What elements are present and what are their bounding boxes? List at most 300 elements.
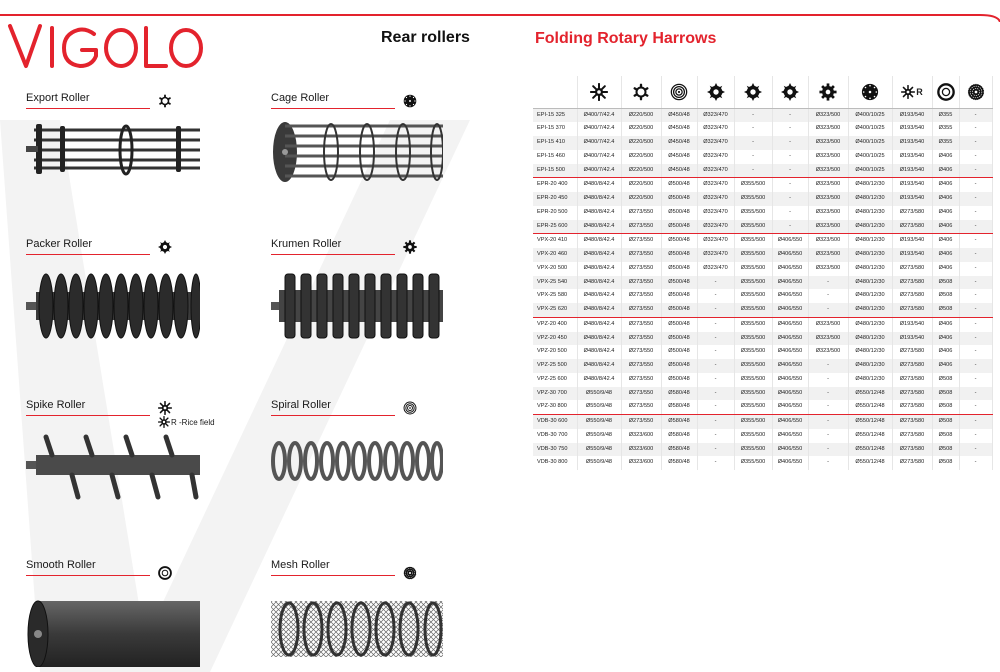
table-row — [533, 234, 992, 248]
spec-cell: Ø400/10/25 — [848, 108, 892, 122]
spec-cell: Ø500/48 — [661, 345, 697, 359]
spec-cell: Ø400/7/42.4 — [577, 136, 621, 150]
spec-cell: - — [697, 317, 734, 331]
spec-cell: - — [734, 150, 772, 164]
spec-cell: Ø550/12/48 — [848, 400, 892, 414]
col-header — [932, 76, 959, 108]
spec-cell: - — [959, 192, 992, 206]
page-subtitle: Folding Rotary Harrows — [535, 30, 717, 47]
smooth-roller-icon — [158, 566, 172, 580]
spec-cell: - — [808, 359, 848, 373]
spec-cell: - — [959, 234, 992, 248]
spec-cell: Ø550/12/48 — [848, 456, 892, 470]
spec-cell: Ø323/500 — [808, 136, 848, 150]
spec-cell: - — [959, 400, 992, 414]
spec-cell: - — [959, 317, 992, 331]
spec-cell: Ø323/470 — [697, 122, 734, 136]
spec-cell: - — [959, 262, 992, 276]
spec-cell: Ø406/550 — [772, 359, 808, 373]
page-title: Rear rollers — [381, 29, 470, 46]
spec-cell: Ø406/550 — [772, 262, 808, 276]
spec-cell: Ø355/500 — [734, 415, 772, 429]
spec-cell: Ø273/580 — [892, 303, 932, 317]
spec-cell: Ø400/10/25 — [848, 164, 892, 178]
roller-underline — [26, 108, 150, 109]
spec-cell: Ø580/48 — [661, 443, 697, 457]
spec-cell: Ø500/48 — [661, 220, 697, 234]
spec-cell: Ø273/580 — [892, 206, 932, 220]
spec-cell: Ø273/580 — [892, 415, 932, 429]
spec-cell: Ø580/48 — [661, 456, 697, 470]
spec-cell: Ø323/500 — [808, 164, 848, 178]
spec-cell: Ø220/500 — [621, 192, 661, 206]
spec-cell: Ø273/550 — [621, 373, 661, 387]
roller-underline — [271, 415, 395, 416]
table-row — [533, 108, 992, 122]
spec-cell: Ø450/48 — [661, 164, 697, 178]
spec-cell: - — [808, 303, 848, 317]
spec-cell: Ø406 — [932, 262, 959, 276]
spec-cell: Ø508 — [932, 429, 959, 443]
spec-cell: Ø273/550 — [621, 359, 661, 373]
spec-cell: Ø550/9/48 — [577, 387, 621, 401]
packer-roller-icon — [781, 83, 799, 101]
spec-cell: Ø450/48 — [661, 122, 697, 136]
spec-cell: Ø355/500 — [734, 234, 772, 248]
spec-cell: Ø550/12/48 — [848, 429, 892, 443]
table-row — [533, 122, 992, 136]
spec-cell: Ø355/500 — [734, 289, 772, 303]
table-row — [533, 248, 992, 262]
spec-cell: Ø508 — [932, 400, 959, 414]
spec-cell: Ø193/540 — [892, 234, 932, 248]
spec-cell: Ø323/600 — [621, 456, 661, 470]
spec-cell: Ø480/12/30 — [848, 303, 892, 317]
spec-cell: Ø406 — [932, 345, 959, 359]
spec-cell: Ø220/500 — [621, 178, 661, 192]
krumen-roller-image — [271, 262, 443, 348]
spec-cell: Ø406/550 — [772, 276, 808, 290]
spec-cell: Ø220/500 — [621, 108, 661, 122]
spec-cell: Ø400/7/42.4 — [577, 122, 621, 136]
spec-cell: - — [772, 164, 808, 178]
spec-cell: Ø273/580 — [892, 400, 932, 414]
export-roller-icon — [632, 83, 650, 101]
model-cell: VDB-30 800 — [533, 456, 577, 470]
spec-cell: Ø480/8/42.4 — [577, 192, 621, 206]
spike-r-roller-icon — [901, 85, 915, 99]
spec-cell: - — [697, 456, 734, 470]
col-header — [697, 76, 734, 108]
roller-name: Mesh Roller — [271, 559, 330, 571]
krumen-roller-icon — [403, 240, 417, 254]
spec-cell: - — [959, 150, 992, 164]
table-row — [533, 136, 992, 150]
spec-cell: Ø406 — [932, 178, 959, 192]
spec-cell: Ø323/500 — [808, 345, 848, 359]
spec-cell: Ø323/500 — [808, 248, 848, 262]
col-header — [661, 76, 697, 108]
spec-cell: Ø323/500 — [808, 206, 848, 220]
spec-cell: Ø406/550 — [772, 317, 808, 331]
spec-cell: - — [772, 220, 808, 234]
spec-cell: - — [959, 276, 992, 290]
spec-cell: Ø355/500 — [734, 387, 772, 401]
spec-cell: Ø406 — [932, 192, 959, 206]
rice-field-label: R -Rice field — [171, 417, 215, 427]
spec-cell: Ø323/500 — [808, 220, 848, 234]
spec-cell: Ø400/7/42.4 — [577, 164, 621, 178]
mesh-roller-image — [271, 597, 443, 659]
spec-cell: Ø508 — [932, 289, 959, 303]
spec-cell: Ø400/7/42.4 — [577, 150, 621, 164]
spec-cell: Ø480/12/30 — [848, 289, 892, 303]
spec-cell: Ø580/48 — [661, 387, 697, 401]
spec-cell: Ø508 — [932, 456, 959, 470]
spec-cell: Ø355 — [932, 122, 959, 136]
table-row — [533, 317, 992, 331]
spec-cell: Ø220/500 — [621, 136, 661, 150]
spec-cell: - — [959, 178, 992, 192]
model-cell: VPX-20 410 — [533, 234, 577, 248]
spec-cell: Ø580/48 — [661, 415, 697, 429]
spec-cell: Ø355/500 — [734, 248, 772, 262]
spec-cell: Ø273/550 — [621, 234, 661, 248]
spec-cell: - — [734, 122, 772, 136]
spec-cell: - — [808, 276, 848, 290]
spec-cell: Ø480/8/42.4 — [577, 359, 621, 373]
table-row — [533, 332, 992, 346]
spec-cell: - — [697, 303, 734, 317]
spec-cell: - — [808, 415, 848, 429]
mesh-roller-icon — [967, 83, 985, 101]
spec-cell: Ø355/500 — [734, 443, 772, 457]
spec-cell: Ø500/48 — [661, 317, 697, 331]
spec-cell: Ø355/500 — [734, 262, 772, 276]
spec-cell: Ø480/8/42.4 — [577, 317, 621, 331]
spec-cell: Ø193/540 — [892, 164, 932, 178]
spiral-roller-image — [271, 437, 443, 485]
krumen-roller-icon — [819, 83, 837, 101]
spec-cell: Ø323/500 — [808, 122, 848, 136]
spec-cell: Ø550/9/48 — [577, 456, 621, 470]
packer-roller-icon — [744, 83, 762, 101]
spec-cell: Ø500/48 — [661, 332, 697, 346]
spec-cell: Ø193/540 — [892, 150, 932, 164]
spec-cell: Ø480/8/42.4 — [577, 332, 621, 346]
spec-cell: Ø400/7/42.4 — [577, 108, 621, 122]
spec-cell: - — [808, 443, 848, 457]
col-header — [848, 76, 892, 108]
spec-cell: Ø323/470 — [697, 234, 734, 248]
spec-cell: Ø193/540 — [892, 317, 932, 331]
spec-cell: Ø406/550 — [772, 234, 808, 248]
spec-cell: Ø355/500 — [734, 276, 772, 290]
spec-cell: - — [959, 206, 992, 220]
spec-cell: Ø220/500 — [621, 122, 661, 136]
table-row — [533, 387, 992, 401]
spec-cell: Ø323/470 — [697, 192, 734, 206]
roller-underline — [26, 415, 150, 416]
spec-cell: Ø355/500 — [734, 317, 772, 331]
spec-cell: Ø355/500 — [734, 373, 772, 387]
spec-cell: Ø480/8/42.4 — [577, 234, 621, 248]
r-label: R — [916, 86, 923, 97]
model-cell: EPI-15 460 — [533, 150, 577, 164]
spec-cell: Ø273/580 — [892, 220, 932, 234]
spec-cell: Ø508 — [932, 387, 959, 401]
roller-underline — [271, 108, 395, 109]
spec-cell: Ø273/550 — [621, 345, 661, 359]
spec-cell: Ø273/550 — [621, 262, 661, 276]
spec-cell: Ø406 — [932, 248, 959, 262]
spec-cell: Ø323/600 — [621, 429, 661, 443]
smooth-roller-icon — [937, 83, 955, 101]
model-cell: VPZ-30 700 — [533, 387, 577, 401]
header-rule — [0, 14, 1000, 22]
spike-roller-icon — [158, 401, 172, 415]
spec-cell: Ø406 — [932, 359, 959, 373]
table-row — [533, 415, 992, 429]
spec-cell: Ø500/48 — [661, 373, 697, 387]
spec-cell: - — [697, 276, 734, 290]
table-row — [533, 150, 992, 164]
spec-cell: Ø480/12/30 — [848, 276, 892, 290]
table-row — [533, 359, 992, 373]
spec-cell: Ø450/48 — [661, 150, 697, 164]
spec-cell: Ø273/550 — [621, 400, 661, 414]
spec-cell: Ø273/550 — [621, 332, 661, 346]
spec-cell: Ø508 — [932, 443, 959, 457]
spec-cell: - — [959, 456, 992, 470]
spec-cell: Ø406 — [932, 317, 959, 331]
mesh-roller-icon — [403, 566, 417, 580]
spec-cell: - — [959, 443, 992, 457]
spec-cell: Ø193/540 — [892, 192, 932, 206]
smooth-roller-image — [26, 597, 200, 667]
model-cell: VPZ-20 450 — [533, 332, 577, 346]
model-cell: EPI-15 325 — [533, 108, 577, 122]
col-header — [959, 76, 992, 108]
spec-cell: - — [959, 108, 992, 122]
spec-cell: - — [959, 164, 992, 178]
spec-cell: Ø480/12/30 — [848, 345, 892, 359]
spec-cell: Ø480/12/30 — [848, 178, 892, 192]
spec-cell: - — [697, 429, 734, 443]
spec-cell: Ø450/48 — [661, 108, 697, 122]
spec-cell: Ø480/8/42.4 — [577, 262, 621, 276]
spec-cell: Ø480/12/30 — [848, 317, 892, 331]
spec-cell: Ø323/500 — [808, 234, 848, 248]
spec-cell: - — [697, 400, 734, 414]
spec-cell: Ø323/470 — [697, 220, 734, 234]
spec-cell: Ø273/580 — [892, 289, 932, 303]
spec-cell: Ø580/48 — [661, 400, 697, 414]
spec-cell: Ø450/48 — [661, 136, 697, 150]
spec-cell: Ø480/12/30 — [848, 248, 892, 262]
model-cell: EPR-20 500 — [533, 206, 577, 220]
spec-cell: - — [697, 387, 734, 401]
spec-cell: Ø508 — [932, 415, 959, 429]
col-header — [621, 76, 661, 108]
spec-cell: Ø273/580 — [892, 387, 932, 401]
table-row — [533, 206, 992, 220]
spec-cell: Ø323/470 — [697, 178, 734, 192]
export-roller-image — [26, 116, 200, 176]
spec-cell: Ø406/550 — [772, 332, 808, 346]
spec-cell: Ø406/550 — [772, 248, 808, 262]
export-roller-icon — [158, 94, 172, 108]
spec-cell: Ø323/470 — [697, 206, 734, 220]
spec-cell: Ø355/500 — [734, 192, 772, 206]
spec-cell: - — [697, 359, 734, 373]
model-cell: VDB-30 600 — [533, 415, 577, 429]
spec-cell: Ø480/12/30 — [848, 220, 892, 234]
model-cell: EPI-15 500 — [533, 164, 577, 178]
spec-cell: - — [697, 373, 734, 387]
spec-cell: Ø406/550 — [772, 400, 808, 414]
spec-cell: - — [959, 373, 992, 387]
spec-cell: Ø480/12/30 — [848, 373, 892, 387]
model-cell: VPZ-25 600 — [533, 373, 577, 387]
spec-cell: - — [772, 122, 808, 136]
spec-cell: - — [697, 345, 734, 359]
spec-cell: Ø323/470 — [697, 108, 734, 122]
vigolo-logo[interactable] — [6, 22, 206, 70]
spec-cell: - — [772, 150, 808, 164]
model-cell: VPX-20 460 — [533, 248, 577, 262]
rice-field-note — [158, 416, 215, 428]
model-cell: EPR-20 450 — [533, 192, 577, 206]
spec-cell: Ø355 — [932, 136, 959, 150]
model-cell: VPX-25 620 — [533, 303, 577, 317]
spec-cell: - — [959, 122, 992, 136]
spec-cell: Ø500/48 — [661, 289, 697, 303]
spec-cell: - — [959, 415, 992, 429]
spec-cell: - — [959, 429, 992, 443]
spec-cell: Ø550/9/48 — [577, 429, 621, 443]
spec-cell: Ø323/500 — [808, 262, 848, 276]
spec-cell: Ø480/8/42.4 — [577, 206, 621, 220]
spec-table — [533, 76, 993, 470]
table-row — [533, 456, 992, 470]
spec-cell: Ø273/550 — [621, 317, 661, 331]
spec-cell: Ø323/470 — [697, 164, 734, 178]
spec-cell: Ø406 — [932, 150, 959, 164]
packer-roller-icon — [707, 83, 725, 101]
model-cell: VPX-20 500 — [533, 262, 577, 276]
spec-cell: Ø508 — [932, 276, 959, 290]
spec-cell: Ø550/9/48 — [577, 400, 621, 414]
spec-cell: Ø193/540 — [892, 122, 932, 136]
table-row — [533, 303, 992, 317]
spec-cell: Ø406/550 — [772, 443, 808, 457]
model-cell: VPZ-25 500 — [533, 359, 577, 373]
model-cell: EPR-25 600 — [533, 220, 577, 234]
spec-cell: Ø406/550 — [772, 429, 808, 443]
model-cell: VPZ-20 400 — [533, 317, 577, 331]
spec-cell: Ø406/550 — [772, 345, 808, 359]
spec-cell: Ø480/8/42.4 — [577, 303, 621, 317]
spec-cell: Ø406/550 — [772, 456, 808, 470]
spec-cell: Ø406/550 — [772, 289, 808, 303]
spec-cell: - — [959, 220, 992, 234]
spec-cell: Ø500/48 — [661, 359, 697, 373]
spec-cell: - — [959, 345, 992, 359]
spec-cell: Ø273/550 — [621, 206, 661, 220]
table-row — [533, 373, 992, 387]
table-body — [533, 108, 992, 470]
spec-cell: Ø355/500 — [734, 303, 772, 317]
spec-cell: Ø323/500 — [808, 332, 848, 346]
spec-cell: - — [808, 373, 848, 387]
spec-cell: - — [959, 248, 992, 262]
spec-cell: Ø193/540 — [892, 108, 932, 122]
spec-cell: Ø323/470 — [697, 248, 734, 262]
col-header — [577, 76, 621, 108]
spec-cell: Ø400/10/25 — [848, 136, 892, 150]
spec-cell: - — [772, 192, 808, 206]
spec-cell: Ø323/500 — [808, 317, 848, 331]
spec-cell: Ø323/500 — [808, 108, 848, 122]
spec-cell: - — [808, 400, 848, 414]
spec-cell: Ø580/48 — [661, 429, 697, 443]
spec-cell: Ø273/550 — [621, 415, 661, 429]
spec-cell: - — [959, 387, 992, 401]
spec-cell: Ø500/48 — [661, 303, 697, 317]
roller-name: Smooth Roller — [26, 559, 96, 571]
roller-name: Krumen Roller — [271, 238, 342, 250]
spiral-roller-icon — [670, 83, 688, 101]
spec-cell: Ø406 — [932, 234, 959, 248]
spec-cell: Ø406 — [932, 164, 959, 178]
spike-roller-image — [26, 433, 200, 503]
model-cell: VDB-30 750 — [533, 443, 577, 457]
spec-cell: Ø480/12/30 — [848, 262, 892, 276]
spec-cell: Ø406 — [932, 332, 959, 346]
spec-cell: Ø480/12/30 — [848, 192, 892, 206]
model-cell: VPZ-30 800 — [533, 400, 577, 414]
spec-cell: Ø480/8/42.4 — [577, 345, 621, 359]
spec-cell: Ø480/8/42.4 — [577, 289, 621, 303]
spec-cell: Ø550/12/48 — [848, 443, 892, 457]
spec-cell: Ø500/48 — [661, 206, 697, 220]
roller-underline — [26, 254, 150, 255]
spec-cell: Ø550/9/48 — [577, 415, 621, 429]
spec-cell: Ø400/10/25 — [848, 122, 892, 136]
spec-cell: Ø480/12/30 — [848, 234, 892, 248]
spec-cell: Ø550/12/48 — [848, 415, 892, 429]
roller-underline — [271, 254, 395, 255]
table-row — [533, 443, 992, 457]
model-cell: VPX-25 540 — [533, 276, 577, 290]
table-row — [533, 220, 992, 234]
roller-name: Export Roller — [26, 92, 90, 104]
spec-cell: Ø193/540 — [892, 136, 932, 150]
spec-cell: Ø220/500 — [621, 164, 661, 178]
spec-cell: Ø406/550 — [772, 387, 808, 401]
spec-cell: Ø406 — [932, 220, 959, 234]
header-model-cell — [533, 76, 577, 108]
spec-cell: Ø406/550 — [772, 373, 808, 387]
model-cell: EPI-15 410 — [533, 136, 577, 150]
spec-cell: Ø500/48 — [661, 276, 697, 290]
table-row — [533, 345, 992, 359]
spec-cell: - — [734, 136, 772, 150]
spec-cell: - — [734, 108, 772, 122]
spec-cell: Ø355/500 — [734, 220, 772, 234]
spec-cell: Ø323/500 — [808, 150, 848, 164]
